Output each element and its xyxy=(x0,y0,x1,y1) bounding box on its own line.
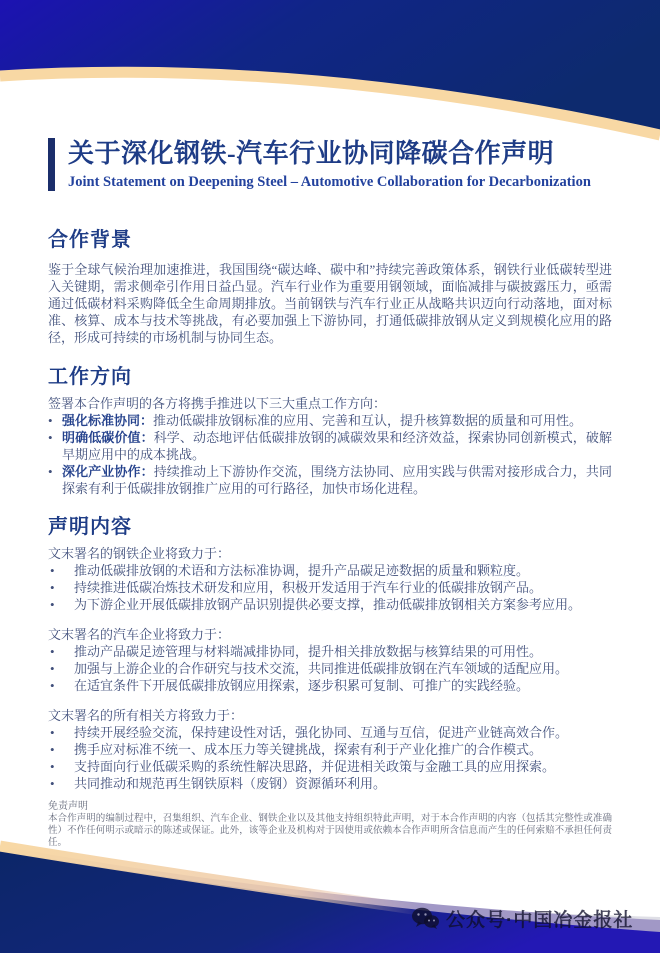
bullet-marker: • xyxy=(50,678,55,694)
disclaimer-text: 本合作声明的编制过程中，召集组织、汽车企业、钢铁企业以及其他支持组织特此声明，对于本合作声明的内容（包括其完整性或准确性）不作任何明示或暗示的陈述或保证。此外，该等企业及机构对于因使用或依赖本合作声明所含信息而产生的任何索赔不承担任何责任。 xyxy=(48,814,612,849)
statement-item xyxy=(48,596,612,613)
page-title: 关于深化钢铁-汽车行业协同降碳合作声明 xyxy=(68,139,555,168)
statement-text: 推动低碳排放钢的术语和方法标准协调，提升产品碳足迹数据的质量和颗粒度。 xyxy=(74,563,530,579)
bullet-marker: • xyxy=(50,644,55,660)
statement-item xyxy=(48,562,612,579)
statement-text: 持续开展经验交流，保持建设性对话，强化协同、互通与互信，促进产业链高效合作。 xyxy=(74,725,569,741)
section-heading-background: 合作背景 xyxy=(48,229,132,252)
bullet-marker: • xyxy=(50,563,55,579)
statement-item xyxy=(48,741,612,758)
disclaimer-label: 免责声明 xyxy=(48,801,88,813)
statement-group-auto xyxy=(48,626,612,694)
bullet-marker: • xyxy=(50,597,55,613)
direction-item xyxy=(48,429,612,463)
group-label: 文末署名的汽车企业将致力于： xyxy=(48,627,231,643)
statement-item xyxy=(48,724,612,741)
statement-text: 持续推进低碳冶炼技术研发和应用，积极开发适用于汽车行业的低碳排放钢产品。 xyxy=(74,580,543,596)
section-heading-statement: 声明内容 xyxy=(48,516,132,539)
title-accent-bar xyxy=(48,138,55,191)
page-subtitle-en: Joint Statement on Deepening Steel – Automotive Collaboration for Decarbonization xyxy=(68,174,591,191)
statement-item xyxy=(48,758,612,775)
statement-item xyxy=(48,643,612,660)
watermark xyxy=(412,905,633,932)
statement-item xyxy=(48,677,612,694)
statement-text: 共同推动和规范再生钢铁原料（废钢）资源循环利用。 xyxy=(74,776,387,792)
bullet-marker: • xyxy=(50,742,55,758)
statement-text: 推动产品碳足迹管理与材料端减排协同，提升相关排放数据与核算结果的可用性。 xyxy=(74,644,543,660)
statement-text: 加强与上游企业的合作研究与技术交流，共同推进低碳排放钢在汽车领域的适配应用。 xyxy=(74,661,569,677)
section-background xyxy=(48,223,612,346)
direction-item xyxy=(48,412,612,429)
bullet-marker: • xyxy=(50,580,55,596)
direction-text: 科学、动态地评估低碳排放钢的减碳效果和经济效益，探索协同创新模式，破解早期应用中的成本挑战。 xyxy=(62,430,612,463)
wechat-icon xyxy=(412,907,439,930)
watermark-text: 公众号·中国冶金报社 xyxy=(446,910,634,931)
disclaimer xyxy=(48,801,612,849)
direction-text: 推动低碳排放钢标准的应用、完善和互认，提升核算数据的质量和可用性。 xyxy=(153,413,583,429)
statement-text: 在适宜条件下开展低碳排放钢应用探索，逐步积累可复制、可推广的实践经验。 xyxy=(74,678,530,694)
background-paragraph: 鉴于全球气候治理加速推进，我国围绕“碳达峰、碳中和”持续完善政策体系，钢铁行业低碳转型进入关键期，需求侧牵引作用日益凸显。汽车行业作为重要用钢领域，面临减排与碳披露压力，亟需通过低碳材料采购降低全生命周期排放。当前钢铁与汽车行业正从战略共识迈向行动落地，面对标准、核算、成本与技术等挑战，有必要加强上下游协同，打通低碳排放钢从定义到规模化应用的路径，形成可持续的市场机制与协同生态。 xyxy=(48,262,612,346)
directions-intro: 签署本合作声明的各方将携手推进以下三大重点工作方向： xyxy=(48,396,387,412)
section-directions xyxy=(48,360,612,497)
statement-item xyxy=(48,660,612,677)
bullet-marker: • xyxy=(48,464,53,480)
group-label: 文末署名的钢铁企业将致力于： xyxy=(48,546,231,562)
group-label: 文末署名的所有相关方将致力于： xyxy=(48,708,244,724)
bullet-marker: • xyxy=(48,413,53,429)
statement-group-steel xyxy=(48,545,612,613)
statement-text: 支持面向行业低碳采购的系统性解决思路，并促进相关政策与金融工具的应用探索。 xyxy=(74,759,556,775)
bullet-marker: • xyxy=(50,776,55,792)
direction-lead: 明确低碳价值： xyxy=(62,430,154,446)
direction-lead: 深化产业协作： xyxy=(62,464,154,480)
statement-text: 为下游企业开展低碳排放钢产品识别提供必要支撑，推动低碳排放钢相关方案参考应用。 xyxy=(74,597,582,613)
statement-item xyxy=(48,579,612,596)
statement-group-all xyxy=(48,707,612,792)
bullet-marker: • xyxy=(48,430,53,446)
statement-item xyxy=(48,775,612,792)
title-block xyxy=(48,138,612,191)
direction-text: 持续推动上下游协作交流，围绕方法协同、应用实践与供需对接形成合力，共同探索有利于低碳排放钢推广应用的可行路径，加快市场化进程。 xyxy=(62,464,612,497)
section-statement xyxy=(48,510,612,792)
bullet-marker: • xyxy=(50,661,55,677)
direction-lead: 强化标准协同： xyxy=(62,413,154,429)
section-heading-directions: 工作方向 xyxy=(48,366,132,389)
direction-item xyxy=(48,463,612,497)
bullet-marker: • xyxy=(50,725,55,741)
bullet-marker: • xyxy=(50,759,55,775)
statement-text: 携手应对标准不统一、成本压力等关键挑战，探索有利于产业化推广的合作模式。 xyxy=(74,742,543,758)
